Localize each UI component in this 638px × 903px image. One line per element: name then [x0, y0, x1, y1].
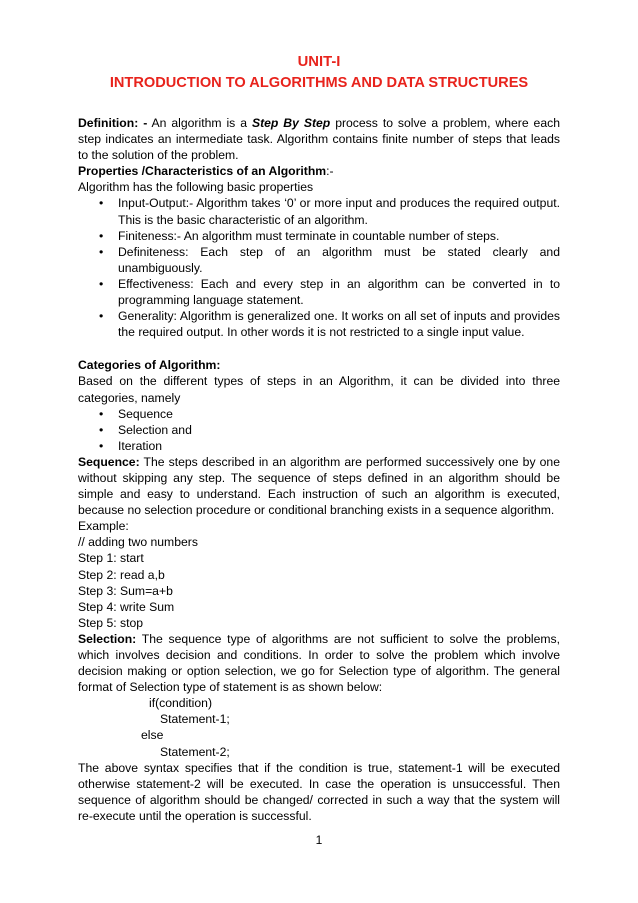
categories-heading-text: Categories of Algorithm:	[78, 358, 221, 373]
categories-list	[78, 406, 560, 454]
selection-text: The sequence type of algorithms are not sufficient to solve the problems, which involves decision and conditions. In order to solve the problem which involve decision making or option selection, we go for Selection type of algorithm. The general format of Selection type of statement is as shown below:	[78, 631, 560, 695]
page-title: INTRODUCTION TO ALGORITHMS AND DATA STRUCTURES	[109, 75, 529, 91]
code-statement-1: Statement-1;	[160, 712, 230, 727]
properties-heading	[78, 163, 560, 179]
page-number: 1	[315, 833, 323, 847]
document-body	[78, 115, 560, 824]
list-item: • Finiteness:- An algorithm must terminate in countable number of steps.	[114, 228, 560, 244]
unit-heading: UNIT-I	[297, 54, 341, 70]
sequence-paragraph	[78, 454, 560, 518]
selection-label: Selection:	[78, 631, 137, 646]
list-item: • Sequence	[114, 406, 560, 422]
sequence-text: The steps described in an algorithm are performed successively one by one without skipping any step. The sequence of steps defined in an algorithm should be simple and easy to understand. Each instruction of such an algorithm is executed, because no selection procedure or conditional branching exists in a sequence algorithm.	[78, 454, 560, 518]
properties-heading-suffix: :-	[326, 164, 334, 179]
list-item: • Effectiveness: Each and every step in an algorithm can be converted in to programming language statement.	[114, 276, 560, 308]
list-item: • Iteration	[114, 438, 560, 454]
properties-list	[78, 195, 560, 340]
example-line: // adding two numbers	[78, 535, 198, 550]
example-line: Step 3: Sum=a+b	[78, 583, 173, 598]
code-if-line: if(condition)	[149, 696, 212, 711]
example-line: Step 5: stop	[78, 615, 144, 630]
list-item: • Definiteness: Each step of an algorithm must be stated clearly and unambiguously.	[114, 244, 560, 276]
example-line: Step 2: read a,b	[78, 567, 165, 582]
definition-label: Definition: -	[78, 116, 148, 130]
definition-paragraph	[78, 115, 560, 163]
categories-intro: Based on the different types of steps in an Algorithm, it can be divided into three categories, namely	[78, 374, 560, 405]
selection-explanation: The above syntax specifies that if the condition is true, statement-1 will be executed otherwise statement-2 will be executed. In case the operation is unsuccessful. Then sequence of algorithm should be changed/ corrected in such a way that the system will re-execute until the operation is successful.	[78, 760, 560, 823]
list-item: • Input-Output:- Algorithm takes ‘0’ or more input and produces the required output. This is the basic characteristic of an algorithm.	[114, 195, 560, 227]
code-else-line: else	[141, 728, 164, 743]
example-label: Example:	[78, 519, 129, 534]
categories-heading	[78, 357, 560, 373]
selection-paragraph	[78, 631, 560, 695]
sequence-label: Sequence:	[78, 454, 140, 469]
example-line: Step 4: write Sum	[78, 599, 175, 614]
example-line: Step 1: start	[78, 551, 144, 566]
code-statement-2: Statement-2;	[160, 744, 230, 759]
list-item: • Generality: Algorithm is generalized one. It works on all set of inputs and provides the required output. In other words it is not restricted to a single input value.	[114, 308, 560, 340]
list-item: • Selection and	[114, 422, 560, 438]
definition-text-a: An algorithm is a	[147, 116, 252, 130]
definition-text-b: process to solve a problem, where each step indicates an intermediate task. Algorithm contains finite number of steps that leads to the solution of the problem.	[78, 116, 560, 163]
properties-heading-text: Properties /Characteristics of an Algorithm	[78, 164, 327, 179]
definition-emphasis: Step By Step	[251, 116, 331, 130]
properties-intro: Algorithm has the following basic properties	[78, 180, 314, 195]
